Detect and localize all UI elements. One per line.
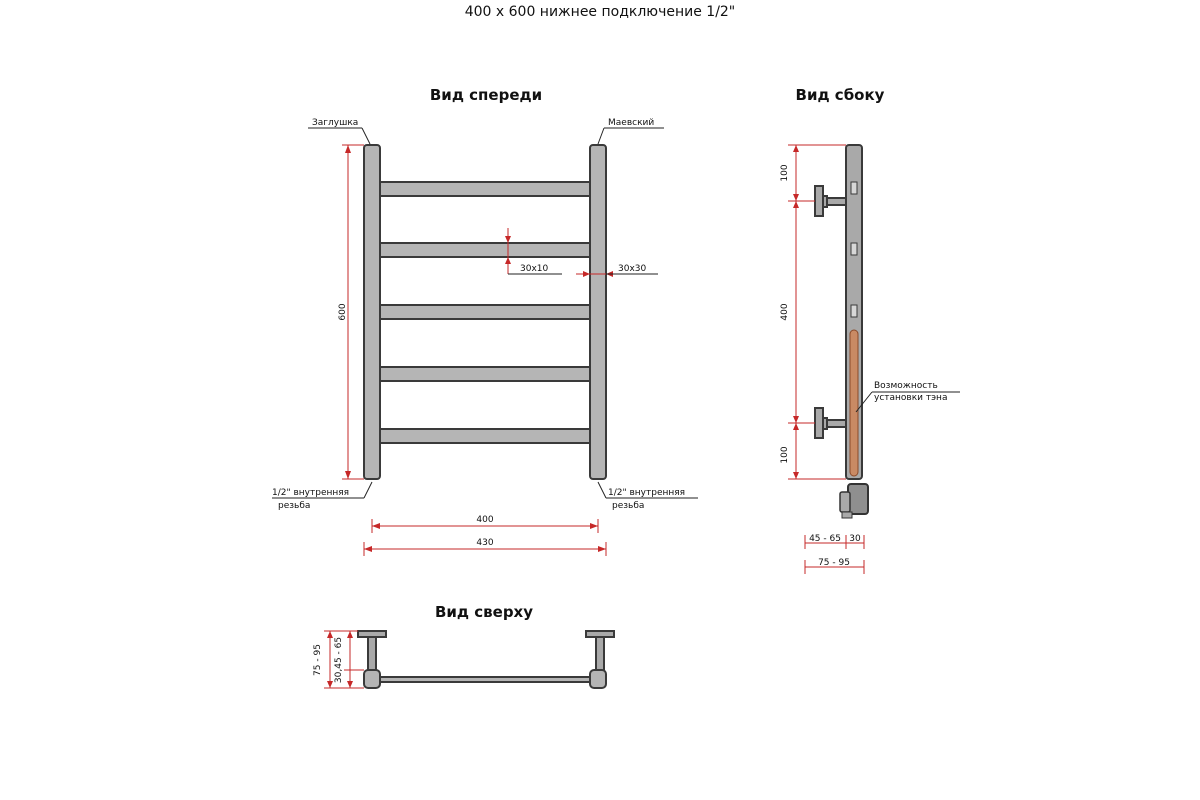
- top-parts-dim-label: 30,45 - 65: [334, 636, 344, 684]
- right-thread-leader: [598, 482, 606, 498]
- side-depth-b-label: 30: [849, 534, 861, 544]
- right-thread-label-line1: 1/2" внутренняя: [608, 488, 686, 498]
- mayevsky-leader: [598, 128, 604, 144]
- riser-dim-label: 30x30: [618, 264, 647, 274]
- front-view: [272, 118, 698, 556]
- side-arrow-6: [793, 472, 799, 479]
- heating-element: [850, 330, 858, 476]
- heater-label-line1: Возможность: [874, 381, 938, 391]
- side-crossbar-3: [851, 305, 857, 317]
- heater-connector: [840, 492, 850, 512]
- crossbar-dim-arrow-top: [505, 236, 511, 243]
- total-width-label: 430: [476, 538, 494, 548]
- drawing-title: 400 x 600 нижнее подключение 1/2": [464, 4, 736, 20]
- side-arrow-3: [793, 201, 799, 208]
- top-bracket-neck: [823, 196, 827, 207]
- height-arrow-bottom: [345, 471, 351, 479]
- left-thread-label-line2: резьба: [278, 501, 311, 511]
- axis-width-label: 400: [476, 515, 494, 525]
- top-bracket-arm: [826, 198, 848, 205]
- side-view-heading: Вид сбоку: [795, 86, 885, 104]
- side-crossbar-2: [851, 243, 857, 255]
- top-left-stem: [368, 637, 376, 671]
- top-right-riser: [590, 670, 606, 688]
- axis-width-arrow-left: [372, 523, 380, 529]
- crossbar-5: [380, 429, 590, 443]
- plug-leader: [362, 128, 370, 144]
- left-riser: [364, 145, 380, 479]
- crossbar-dim-arrow-bottom: [505, 257, 511, 264]
- total-width-arrow-left: [364, 546, 372, 552]
- side-arrow-5: [793, 423, 799, 430]
- top-total-arrow-top: [327, 631, 333, 638]
- axis-width-arrow-right: [590, 523, 598, 529]
- side-middle-dim-label: 400: [780, 303, 790, 321]
- bottom-bracket-plate: [815, 408, 823, 438]
- right-riser: [590, 145, 606, 479]
- bottom-bracket-neck: [823, 418, 827, 429]
- heater-head: [848, 484, 868, 514]
- side-arrow-4: [793, 416, 799, 423]
- height-dim-label: 600: [338, 303, 348, 321]
- front-view-heading: Вид спереди: [429, 86, 543, 104]
- crossbar-1: [380, 182, 590, 196]
- top-view-heading: Вид сверху: [434, 603, 534, 621]
- top-parts-arrow-bottom: [347, 681, 353, 688]
- top-crossbar: [380, 677, 590, 682]
- bottom-bracket-arm: [826, 420, 848, 427]
- riser-dim-arrow-left: [583, 271, 590, 277]
- top-total-dim-label: 75 - 95: [313, 644, 323, 676]
- right-thread-label-line2: резьба: [612, 501, 645, 511]
- top-right-stem: [596, 637, 604, 671]
- top-total-arrow-bottom: [327, 681, 333, 688]
- top-left-riser: [364, 670, 380, 688]
- side-arrow-2: [793, 194, 799, 201]
- crossbar-3: [380, 305, 590, 319]
- top-parts-arrow-top: [347, 631, 353, 638]
- crossbar-dim-label: 30x10: [520, 264, 549, 274]
- side-depth-total-label: 75 - 95: [818, 558, 850, 568]
- top-view: [313, 631, 614, 688]
- side-crossbar-1: [851, 182, 857, 194]
- top-bracket-plate: [815, 186, 823, 216]
- side-depth-a-label: 45 - 65: [809, 534, 841, 544]
- mayevsky-label: Маевский: [608, 118, 655, 128]
- height-arrow-top: [345, 145, 351, 153]
- side-view: [780, 145, 960, 574]
- heater-label-line2: установки тэна: [874, 393, 948, 403]
- total-width-arrow-right: [598, 546, 606, 552]
- left-thread-label-line1: 1/2" внутренняя: [272, 488, 350, 498]
- side-bottom-dim-label: 100: [780, 446, 790, 464]
- heater-plug: [842, 512, 852, 518]
- side-top-dim-label: 100: [780, 164, 790, 182]
- crossbar-4: [380, 367, 590, 381]
- side-arrow-1: [793, 145, 799, 152]
- plug-label: Заглушка: [312, 118, 359, 128]
- left-thread-leader: [364, 482, 372, 498]
- crossbar-2: [380, 243, 590, 257]
